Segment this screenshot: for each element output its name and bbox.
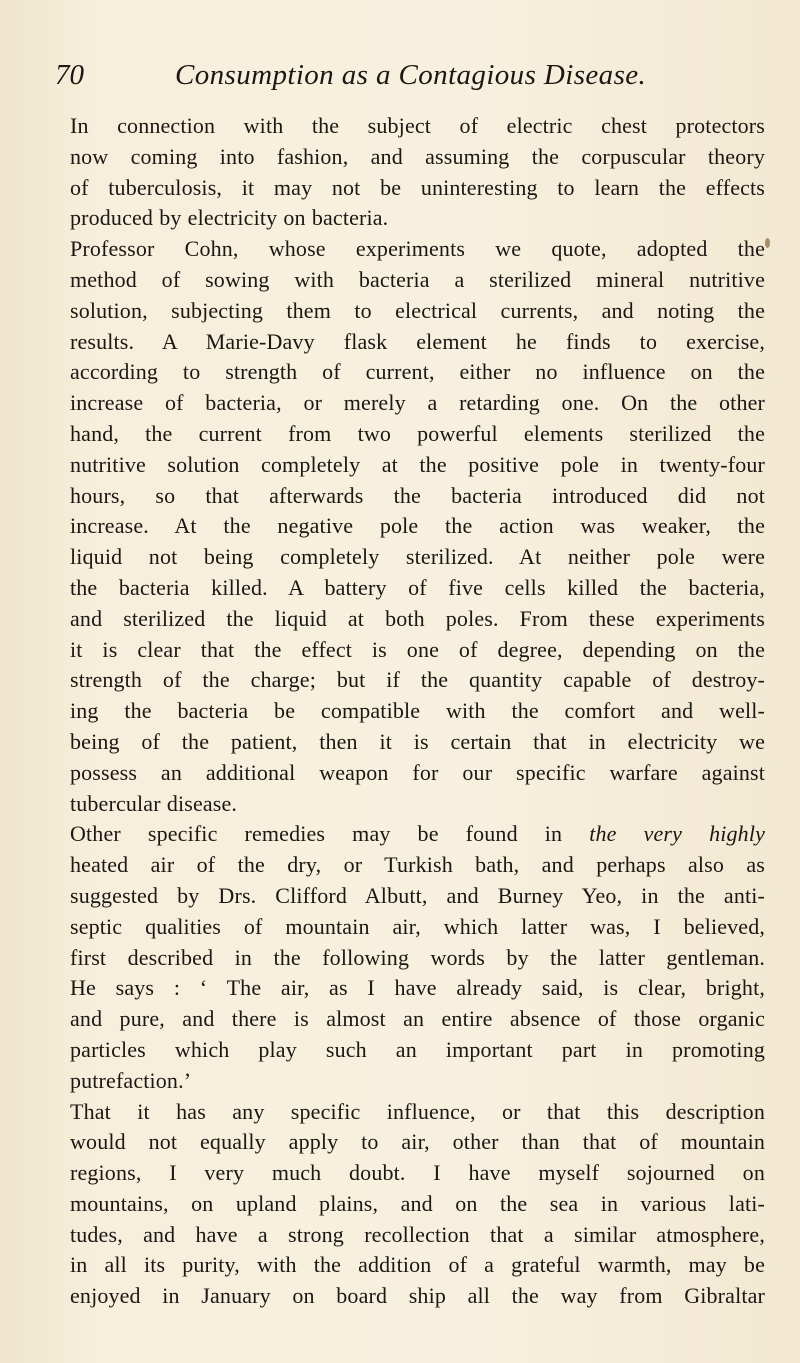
text-line-7: solution, subjecting them to electrical currents, and noting the xyxy=(70,297,765,323)
text-line-17: and sterilized the liquid at both poles. From these experiments xyxy=(70,605,765,631)
running-title: Consumption as a Contagious Disease. xyxy=(175,59,647,91)
text-line-37: tudes, and have a strong recollection that a similar atmosphere, xyxy=(70,1221,765,1247)
page-number: 70 xyxy=(55,59,84,91)
text-line-2: now coming into fashion, and assuming the corpuscular theory xyxy=(70,143,765,169)
text-line-26: suggested by Drs. Clifford Albutt, and Burney Yeo, in the anti- xyxy=(70,882,765,908)
text-line-24-start: Other specific remedies may be found in xyxy=(70,821,590,847)
text-line-35: regions, I very much doubt. I have myself sojourned on xyxy=(70,1160,765,1186)
text-line-28: first described in the following words by the latter gentleman. xyxy=(70,944,765,970)
text-line-36: mountains, on upland plains, and on the sea in various lati- xyxy=(70,1190,765,1216)
text-line-5: Professor Cohn, whose experiments we quote, adopted the xyxy=(70,236,765,262)
paragraph-mountain-air xyxy=(55,1097,765,1313)
text-line-18: it is clear that the effect is one of degree, depending on the xyxy=(70,636,765,662)
italic-phrase: the very highly xyxy=(589,821,765,847)
paragraph-electric-chest-protectors xyxy=(55,111,765,234)
text-line-19: strength of the charge; but if the quantity capable of destroy- xyxy=(70,667,765,693)
text-line-34: would not equally apply to air, other than that of mountain xyxy=(70,1129,765,1155)
text-line-1: In connection with the subject of electric chest protectors xyxy=(70,113,765,138)
text-line-22: possess an additional weapon for our specific warfare against xyxy=(70,759,765,785)
paragraph-professor-cohn xyxy=(55,234,765,819)
text-line-10: increase of bacteria, or merely a retarding one. On the other xyxy=(70,390,765,416)
text-line-12: nutritive solution completely at the positive pole in twenty-four xyxy=(70,451,765,477)
text-line-32: putrefaction.’ xyxy=(70,1067,192,1093)
text-line-14: increase. At the negative pole the action was weaker, the xyxy=(70,513,765,539)
text-line-25: heated air of the dry, or Turkish bath, and perhaps also as xyxy=(70,852,765,878)
text-line-15: liquid not being completely sterilized. At neither pole were xyxy=(70,544,765,570)
text-line-23: tubercular disease. xyxy=(70,790,238,816)
text-line-13: hours, so that afterwards the bacteria introduced did not xyxy=(70,482,765,508)
text-line-33: That it has any specific influence, or that this description xyxy=(70,1098,765,1124)
text-line-3: of tuberculosis, it may not be uninteresting to learn the effects xyxy=(70,174,765,200)
body-text xyxy=(55,111,765,1312)
text-line-24 xyxy=(55,819,765,850)
margin-mark xyxy=(765,238,770,248)
text-line-38: in all its purity, with the addition of a grateful warmth, may be xyxy=(70,1252,765,1278)
text-line-31: particles which play such an important part in promoting xyxy=(70,1036,765,1062)
text-line-29: He says : ‘ The air, as I have already said, is clear, bright, xyxy=(70,975,765,1001)
text-line-6: method of sowing with bacteria a sterilized mineral nutritive xyxy=(70,266,765,292)
text-line-30: and pure, and there is almost an entire absence of those organic xyxy=(70,1006,765,1032)
text-line-21: being of the patient, then it is certain that in electricity we xyxy=(70,728,765,754)
text-line-27: septic qualities of mountain air, which latter was, I believed, xyxy=(70,913,765,939)
paragraph-other-remedies xyxy=(55,819,765,1096)
text-line-9: according to strength of current, either no influence on the xyxy=(70,359,765,385)
text-line-39: enjoyed in January on board ship all the way from Gibraltar xyxy=(70,1283,765,1309)
page-header xyxy=(55,55,755,95)
text-line-11: hand, the current from two powerful elements sterilized the xyxy=(70,420,765,446)
text-line-8: results. A Marie-Davy flask element he finds to exercise, xyxy=(70,328,765,354)
text-line-16: the bacteria killed. A battery of five cells killed the bacteria, xyxy=(70,574,765,600)
text-line-20: ing the bacteria be compatible with the comfort and well- xyxy=(70,698,765,724)
text-line-4: produced by electricity on bacteria. xyxy=(70,205,389,231)
